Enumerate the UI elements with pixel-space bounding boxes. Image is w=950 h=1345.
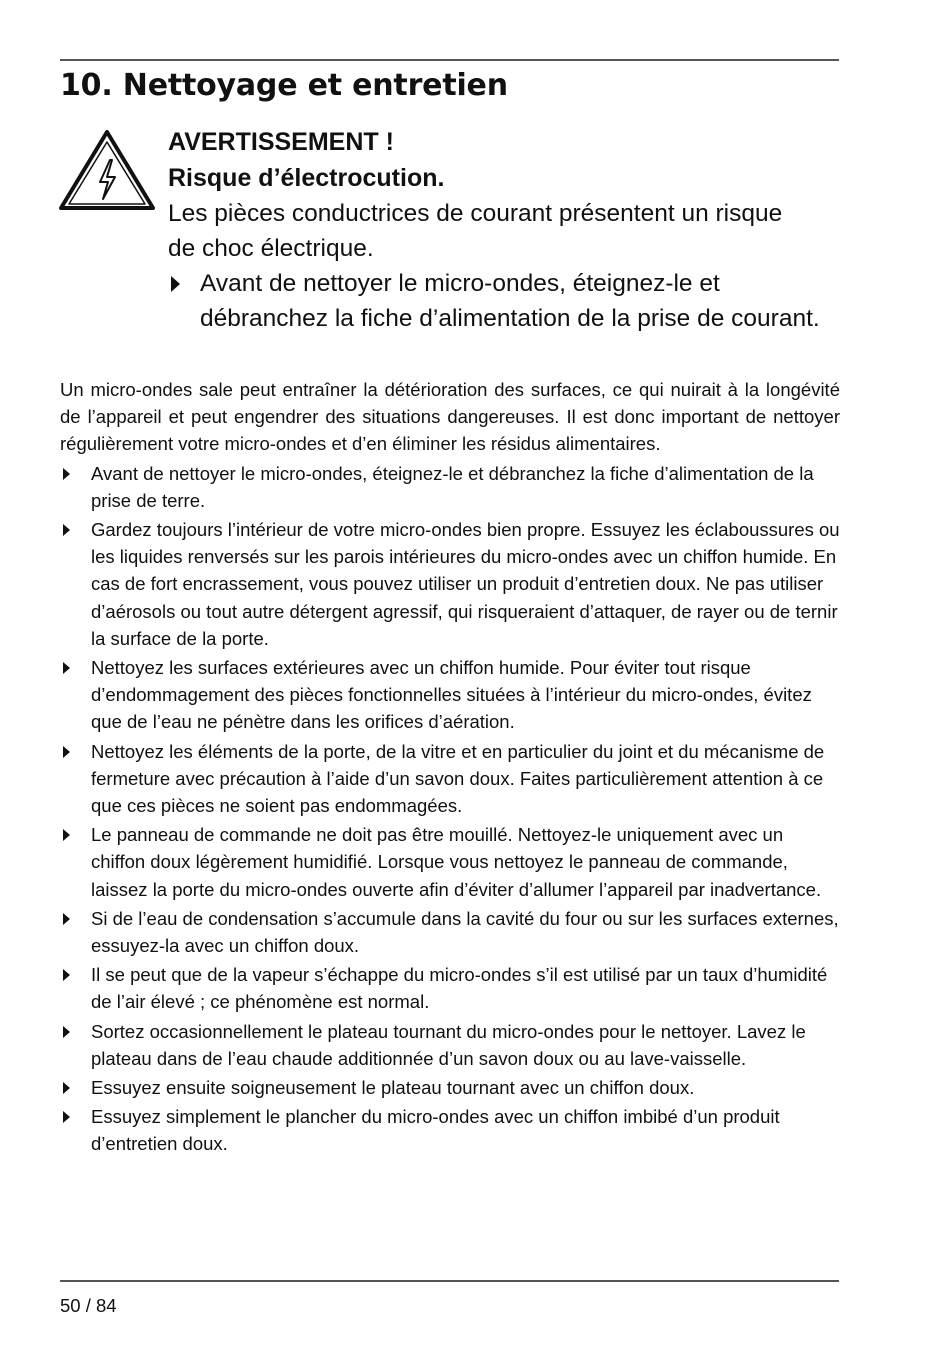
list-item-text: Essuyez simplement le plancher du micro-ondes avec un chiffon imbibé d’un produit d’entretien doux. [91,1106,780,1155]
warning-instruction-text: Avant de nettoyer le micro-ondes, éteignez-le et débranchez la fiche d’alimentation de la prise de courant. [200,270,820,332]
intro-paragraph: Un micro-ondes sale peut entraîner la détérioration des surfaces, ce qui nuirait à la longévité de l’appareil et peut engendrer des situations dangereuses. Il est donc important de nettoyer régulièrement votre micro-ondes et d’en éliminer les résidus alimentaires. [60,379,840,455]
list-item-text: Essuyez ensuite soigneusement le plateau tournant avec un chiffon doux. [91,1077,695,1099]
warning-instruction [168,266,825,336]
list-item [60,738,840,820]
triangle-bullet-icon [171,276,180,292]
warning-title: AVERTISSEMENT ! [168,128,394,156]
list-item [60,821,840,903]
section-title: 10. Nettoyage et entretien [60,68,508,103]
triangle-bullet-icon [63,662,70,674]
list-item-text: Avant de nettoyer le micro-ondes, éteignez-le et débranchez la fiche d’alimentation de la prise de terre. [91,462,814,511]
list-item [60,460,840,514]
cleaning-instructions-list [60,460,840,1158]
triangle-bullet-icon [63,913,70,925]
list-item-text: Gardez toujours l’intérieur de votre micro-ondes bien propre. Essuyez les éclaboussures ou les liquides renversés sur les parois intérieures du micro-ondes avec un chiffon humide. En cas de fort encrassement, vous pouvez utiliser un produit d’entretien doux. Ne pas utiliser d’aérosols ou tout autre détergent agressif, qui risqueraient d’attaquer, de rayer ou de ternir la surface de la porte. [91,519,840,649]
list-item-text: Si de l’eau de condensation s’accumule dans la cavité du four ou sur les surfaces externes, essuyez-la avec un chiffon doux. [91,907,839,957]
warning-subtitle: Risque d’électrocution. [168,164,445,192]
triangle-bullet-icon [63,1026,70,1038]
list-item [60,1018,840,1072]
header-rule [60,59,839,61]
section-body [60,376,840,1160]
triangle-bullet-icon [63,1111,70,1123]
list-item [60,961,840,1015]
list-item [60,654,840,736]
page-number: 50 / 84 [60,1295,117,1316]
triangle-bullet-icon [63,969,70,981]
list-item-text: Le panneau de commande ne doit pas être mouillé. Nettoyez-le uniquement avec un chiffon doux légèrement humidifié. Lorsque vous nettoyez le panneau de commande, laissez la porte du micro-ondes ouverte afin d’éviter d’allumer l’appareil par inadvertance. [91,824,822,900]
list-item [60,1074,840,1101]
list-item-text: Nettoyez les surfaces extérieures avec un chiffon humide. Pour éviter tout risque d’endommagement des pièces fonctionnelles situées à l’intérieur du micro-ondes, évitez que de l’eau ne pénètre dans les orifices d’aération. [91,657,812,733]
triangle-bullet-icon [63,468,70,480]
list-item-text: Il se peut que de la vapeur s’échappe du micro-ondes s’il est utilisé par un taux d’humidité de l’air élevé ; ce phénomène est normal. [91,964,828,1013]
triangle-bullet-icon [63,746,70,758]
footer-rule [60,1280,839,1282]
triangle-bullet-icon [63,1082,70,1094]
list-item [60,905,840,959]
high-voltage-warning-icon [58,128,156,212]
triangle-bullet-icon [63,829,70,841]
list-item-text: Sortez occasionnellement le plateau tournant du micro-ondes pour le nettoyer. Lavez le plateau dans de l’eau chaude additionnée d’un savon doux ou au lave-vaisselle. [91,1020,806,1069]
list-item-text: Nettoyez les éléments de la porte, de la vitre et en particulier du joint et du mécanisme de fermeture avec précaution à l’aide d’un savon doux. Faites particulièrement attention à ce que ces pièces ne soient pas endommagées. [91,740,825,817]
list-item [60,516,840,652]
triangle-bullet-icon [63,524,70,536]
warning-block [168,124,848,336]
warning-text: Les pièces conductrices de courant présentent un risque de choc électrique. [168,200,783,262]
list-item [60,1103,840,1157]
